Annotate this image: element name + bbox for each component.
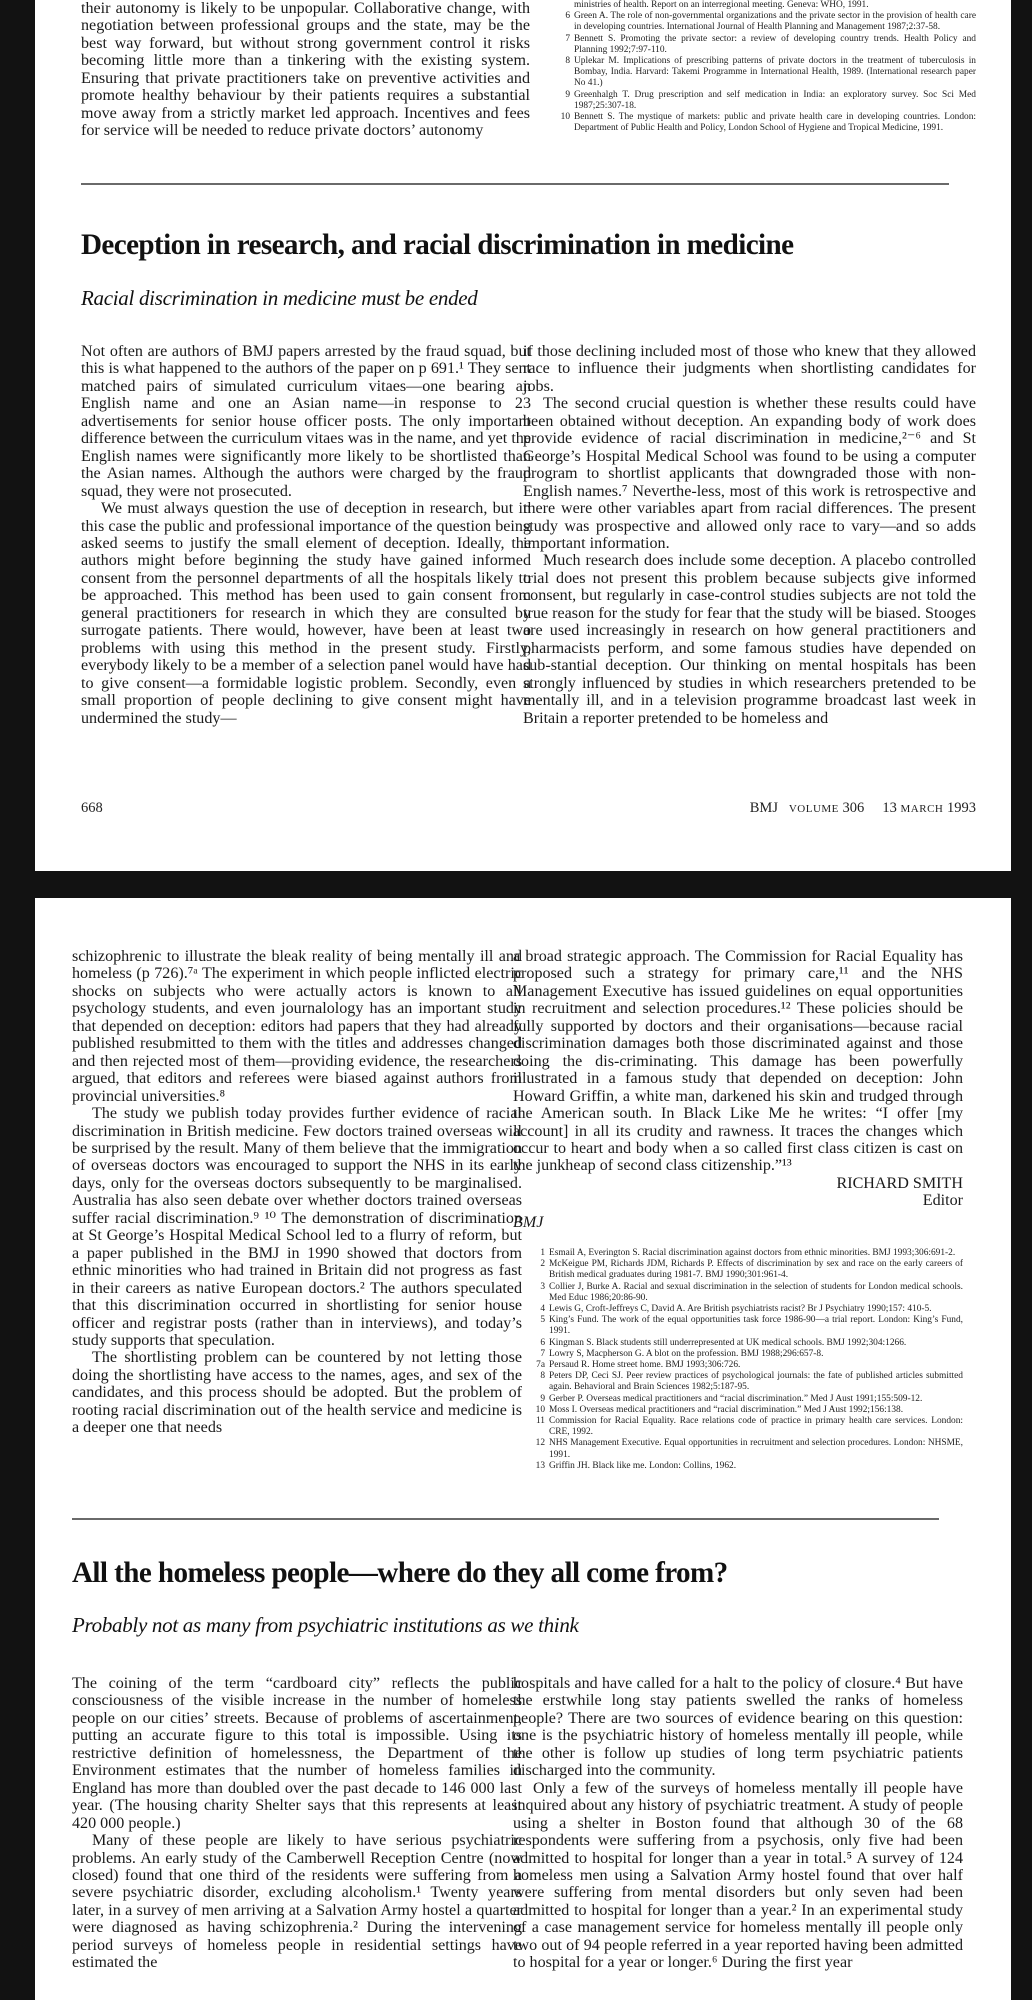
paragraph: We must always question the use of deception in research, but in this case the public and professional importance of the question being asked seems to justify the small element of deception. Ideally, the authors might before beginning the study have gained informed consent from the personnel departments of all the hospitals likely to be approached. This method has been used to gain consent from general practitioners for research in which they are consulted by surrogate patients. There would, however, have been at least two problems with using this method in the present study. Firstly, everybody likely to be a member of a selection panel would have had to give consent—a formidable logistic problem. Secondly, even a small proportion of people declining to give consent might have undermined the study—: [81, 500, 531, 727]
volume-label: volume: [788, 800, 839, 816]
paragraph: Not often are authors of BMJ papers arrested by the fraud squad, but this is what happened to the authors of the paper on p 691.¹ They sent matched pairs of simulated curriculum vitaes—one bearing an English name and one an Asian name—in response to 23 advertisements for senior house officer posts. The only important difference between the curriculum vitaes was in the name, and yet the English names were significantly more likely to be shortlisted than the Asian names. Although the authors were charged by the fraud squad, they were not prosecuted.: [81, 343, 531, 500]
reference-item: ministries of health. Report on an interregional meeting. Geneva: WHO, 1991.: [574, 0, 869, 10]
paragraph: The study we publish today provides further evidence of racial discrimination in British medicine. Few doctors trained overseas will be surprised by the result. Many of them believe that the immigration of overseas doctors was encouraged to support the NHS in its early days, only for the overseas doctors subsequently to be marginalised. Australia has also seen debate over whether doctors trained overseas suffer racial discrimination.⁹ ¹⁰ The demonstration of discrimination at St George’s Hospital Medical School led to a flurry of reform, but a paper published in the BMJ in 1990 showed that doctors from ethnic minorities who had trained in Britain did not progress as fast in their careers as native European doctors.² The authors speculated that this discrimination occurred in shortlisting for senior house officer and registrar posts (rather than in interviews), and today’s study supports that speculation.: [72, 1105, 522, 1349]
article-standfirst: Racial discrimination in medicine must be ended: [81, 286, 478, 310]
paragraph: The coining of the term “cardboard city” reflects the public consciousness of the visible increase in the number of homeless people on our cities’ streets. Because of problems of ascertainment, putting an accurate figure to this total is impossible. Using its restrictive definition of homelessness, the Department of the Environment estimates that the number of homeless families in England has more than doubled over the past decade to 146 000 last year. (The housing charity Shelter says that this represents at least 420 000 people.): [72, 1675, 522, 1832]
section-divider: [72, 1518, 939, 1520]
reference-item: 2 McKeigue PM, Richards JDM, Richards P. Effects of discrimination by sex and race on the early careers of British medical graduates during 1981-7. BMJ 1990;301:961-4.: [540, 1259, 963, 1281]
reference-item: 8 Uplekar M. Implications of prescribing patterns of private doctors in the treatment of tuberculosis in Bombay, India. Harvard: Takemi Programme in International Health, 1989. (International research paper No 41.): [565, 56, 976, 89]
issue-month: march: [900, 800, 944, 816]
reference-item: 9 Gerber P. Overseas medical practitioners and “racial discrimination.” Med J Aust 1991;155:509-12.: [540, 1393, 923, 1404]
reference-item: 9 Greenhalgh T. Drug prescription and self medication in India: an exploratory survey. Soc Sci Med 1987;25:307-18.: [565, 89, 976, 111]
section-divider: [81, 183, 949, 185]
article-right-column: [523, 343, 976, 727]
reference-item: 3 Collier J, Burke A. Racial and sexual discrimination in the selection of students for London medical schools. Med Educ 1986;20:86-90.: [540, 1281, 963, 1303]
reference-item: 1 Esmail A, Everington S. Racial discrimination against doctors from ethnic minorities. BMJ 1993;306:691-2.: [540, 1248, 956, 1258]
paragraph: schizophrenic to illustrate the bleak reality of being mentally ill and homeless (p 726).⁷ᵃ The experiment in which people inflicted electric shocks on subjects who were actually actors is known to all psychology students, and even journalology has an important study that depended on deception: editors had papers that they had already published resubmitted to them with the titles and addresses changed and then rejected most of them—providing evidence, the researchers argued, that editors and referees were biased against authors from provincial universities.⁸: [72, 948, 522, 1105]
paragraph: Much research does include some deception. A placebo controlled trial does not present this problem because subjects give informed consent, but regularly in case-control studies subjects are not told the true reason for the study for fear that the study will be biased. Stooges are used increasingly in research on how general practitioners and pharmacists perform, and some famous studies have depended on sub-stantial deception. Our thinking on mental hospitals has been strongly influenced by studies in which researchers pretended to be mentally ill, and in a television programme broadcast last week in Britain a reporter pretended to be homeless and: [523, 552, 976, 727]
paragraph: their autonomy is likely to be unpopular. Collaborative change, with negotiation between professional groups and the state, may be the best way forward, but without strong government control it risks becoming little more than a tinkering with the existing system. Ensuring that private practitioners take on preventive activities and promote healthy behaviour by their patients requires a substantial move away from a strictly market led approach. Incentives and fees for service will be needed to reduce private doctors’ autonomy: [81, 0, 530, 140]
paragraph: if those declining included most of those who knew that they allowed race to influence their judgments when shortlisting candidates for jobs.: [523, 343, 976, 395]
reference-item: 13 Griffin JH. Black like me. London: Collins, 1962.: [535, 1460, 737, 1471]
reference-item: 12 NHS Management Executive. Equal opportunities in recruitment and selection procedures. London: NHSME, 1991.: [535, 1438, 963, 1460]
article-headline: All the homeless people—where do they all come from?: [72, 1556, 728, 1589]
article-standfirst: Probably not as many from psychiatric institutions as we think: [72, 1613, 579, 1637]
issue-year: 1993: [947, 800, 976, 816]
reference-item: 10 Bennett S. The mystique of markets: public and private health care in developing countries. London: Department of Public Health and Policy, London School of Hygiene and Tropical Medicine, 1991.: [560, 112, 976, 134]
article-references: [511, 1248, 963, 1472]
reference-item: 5 King’s Fund. The work of the equal opportunities task force 1986-90—a trial report. London: King’s Fund, 1991.: [540, 1315, 963, 1337]
previous-article-references: [536, 0, 976, 134]
reference-item: 10 Moss I. Overseas medical practitioners and “racial discrimination.” Med J Aust 1992;156:138.: [535, 1404, 904, 1415]
previous-article-text: [81, 0, 530, 140]
reference-item: 11 Commission for Racial Equality. Race relations code of practice in primary health care services. London: CRE, 1992.: [535, 1416, 963, 1438]
paragraph: hospitals and have called for a halt to the policy of closure.⁴ But have the erstwhile long stay patients swelled the ranks of homeless people? There are two sources of evidence bearing on this question: one is the psychiatric history of homeless mentally ill people, while the other is follow up studies of long term psychiatric patients discharged into the community.: [513, 1675, 963, 1780]
journal-page-668: [35, 0, 1011, 871]
journal-name: BMJ: [749, 800, 778, 816]
article-headline: Deception in research, and racial discrimination in medicine: [81, 228, 794, 261]
author-name: RICHARD SMITH: [836, 1174, 963, 1192]
reference-item: 8 Peters DP, Ceci SJ. Peer review practices of psychological journals: the fate of published articles submitted again. Behavioral and Brain Sciences 1982;5:187-95.: [540, 1371, 963, 1393]
paragraph: a broad strategic approach. The Commission for Racial Equality has proposed such a strategy for primary care,¹¹ and the NHS Management Executive has issued guidelines on equal opportunities in recruitment and selection procedures.¹² These policies should be fully supported by doctors and their organisations—because racial discrimination damages both those discriminated against and those doing the dis-criminating. This damage has been powerfully illustrated in a famous study that depended on deception: John Howard Griffin, a white man, darkened his skin and trudged through the American south. In Black Like Me he writes: “I offer [my account] in all its crudity and rawness. It traces the changes which occur to heart and body when a so called first class citizen is cast on the junkheap of second class citizenship.”¹³: [513, 948, 963, 1175]
reference-item: 6 Kingman S. Black students still underrepresented at UK medical schools. BMJ 1992;304:1266.: [540, 1337, 907, 1348]
page-number: 668: [81, 800, 103, 816]
reference-item: 4 Lewis G, Croft-Jeffreys C, David A. Are British psychiatrists racist? Br J Psychiatry 1990;157: 410-5.: [540, 1304, 932, 1315]
article-right-column: [513, 1675, 963, 1972]
issue-day: 13: [882, 800, 897, 816]
article-right-column: [513, 948, 963, 1231]
article-left-column: [72, 948, 522, 1437]
paragraph: The second crucial question is whether these results could have been obtained without deception. An expanding body of work does provide evidence of racial discrimination in medicine,²⁻⁶ and St George’s Hospital Medical School was found to be using a computer program to shortlist applicants that downgraded those with non-English names.⁷ Neverthe-less, most of this work is retrospective and there were other variables apart from racial differences. The present study was prospective and allowed only race to vary—and so adds important information.: [523, 395, 976, 552]
volume-number: 306: [842, 800, 865, 816]
reference-item: 7 Lowry S, Macpherson G. A blot on the profession. BMJ 1988;296:657-8.: [540, 1348, 824, 1359]
reference-item: 7a Persaud R. Home street home. BMJ 1993;306:726.: [536, 1360, 741, 1371]
paragraph: Only a few of the surveys of homeless mentally ill people have inquired about any history of psychiatric treatment. A study of people using a shelter in Boston found that although 30 of the 68 respondents were suffering from a psychosis, only five had been admitted to hospital for longer than a year in total.⁵ A survey of 124 homeless men using a Salvation Army hostel found that over half were suffering from mental disorders but only seven had been admitted to hospital for longer than a year.² In an experimental study of a case management service for homeless mentally ill people only two out of 94 people referred in a year reported having been admitted to hospital for a year or longer.⁶ During the first year: [513, 1779, 963, 1972]
reference-item: 7 Bennett S. Promoting the private sector: a review of developing country trends. Health Policy and Planning 1992;7:97-110.: [565, 33, 976, 55]
reference-item: 6 Green A. The role of non-governmental organizations and the private sector in the provision of health care in developing countries. International Journal of Health Planning and Management 1987;2:37-58.: [565, 11, 976, 33]
article-left-column: [72, 1675, 522, 1972]
paragraph: The shortlisting problem can be countered by not letting those doing the shortlisting have access to the names, ages, and sex of the candidates, and this process should be adopted. But the problem of rooting racial discrimination out of the health service and medicine is a deeper one that needs: [72, 1349, 522, 1437]
author-affiliation: BMJ: [513, 1213, 544, 1231]
running-footer: [750, 800, 976, 817]
journal-page-669: [35, 898, 1011, 2000]
paragraph: Many of these people are likely to have serious psychiatric problems. An early study of the Camberwell Reception Centre (now closed) found that one third of the residents were suffering from a severe psychiatric disorder, excluding alcoholism.¹ Twenty years later, in a survey of men arriving at a Salvation Army hostel a quarter were diagnosed as having schizophrenia.² During the intervening period surveys of homeless people in residential settings have estimated the: [72, 1832, 522, 1972]
author-title: Editor: [922, 1192, 963, 1210]
article-left-column: [81, 343, 531, 727]
